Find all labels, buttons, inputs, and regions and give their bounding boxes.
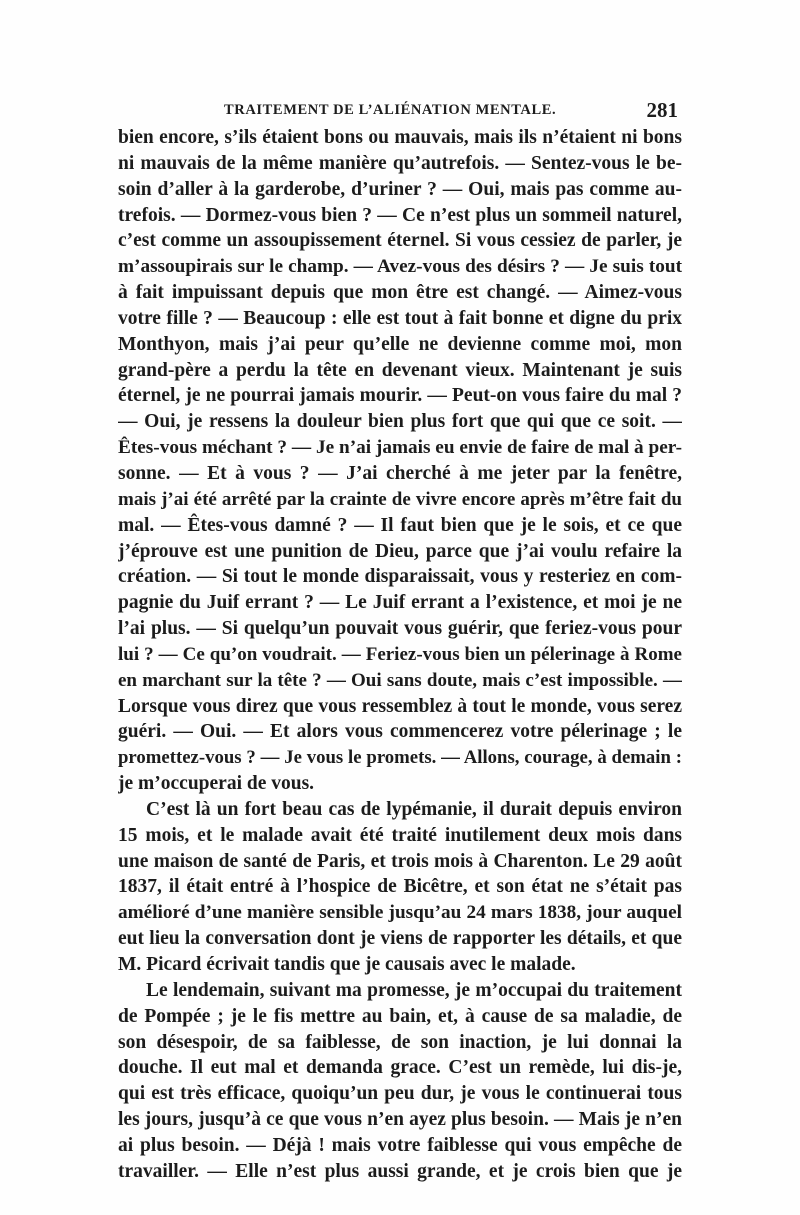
text-line: travailler. — Elle n’est plus aussi grande, et je crois bien que je	[118, 1160, 682, 1182]
text-line: 1837, il était entré à l’hospice de Bicêtre, et son état ne s’était pas	[118, 876, 682, 898]
text-line: sonne. — Et à vous ? — J’ai cherché à me jeter par la fenêtre,	[118, 462, 682, 484]
text-line: M. Picard écrivait tandis que je causais avec le malade.	[118, 954, 576, 975]
text-line: son désespoir, de sa faiblesse, de son inaction, je lui donnai la	[118, 1031, 682, 1053]
text-line: pagnie du Juif errant ? — Le Juif errant a l’existence, et moi je ne	[118, 592, 682, 614]
text-line: amélioré d’une manière sensible jusqu’au 24 mars 1838, jour auquel	[118, 902, 682, 924]
text-line: mal. — Êtes-vous damné ? — Il faut bien que je le sois, et ce que	[118, 514, 682, 536]
text-line: c’est comme un assoupissement éternel. Si vous cessiez de parler, je	[118, 230, 682, 252]
text-line: je m’occuperai de vous.	[118, 773, 315, 795]
page-number: 281	[646, 98, 678, 122]
text-line: trefois. — Dormez-vous bien ? — Ce n’est plus un sommeil naturel,	[118, 204, 682, 226]
text-line: — Oui, je ressens la douleur bien plus fort que qui que ce soit. —	[118, 411, 682, 433]
text-line: 15 mois, et le malade avait été traité inutilement deux mois dans	[118, 824, 682, 846]
text-line: guéri. — Oui. — Et alors vous commencerez votre pélerinage ; le	[118, 721, 682, 743]
text-line: Lorsque vous direz que vous ressemblez à tout le monde, vous serez	[118, 695, 682, 717]
text-line: Monthyon, mais j’ai peur qu’elle ne devienne comme moi, mon	[118, 333, 682, 355]
body-text	[118, 125, 682, 1185]
text-line: ai plus besoin. — Déjà ! mais votre faiblesse qui vous empêche de	[118, 1134, 682, 1156]
text-line: en marchant sur la tête ? — Oui sans doute, mais c’est impossible. —	[118, 669, 682, 691]
text-line: soin d’aller à la garderobe, d’uriner ? — Oui, mais pas comme au-	[118, 178, 682, 200]
text-line: de Pompée ; je le fis mettre au bain, et, à cause de sa maladie, de	[118, 1005, 682, 1027]
text-line: grand-père a perdu la tête en devenant vieux. Maintenant je suis	[118, 359, 682, 381]
running-title: TRAITEMENT DE L’ALIÉNATION MENTALE.	[224, 102, 557, 118]
text-line: éternel, je ne pourrai jamais mourir. — Peut-on vous faire du mal ?	[118, 385, 682, 407]
text-line: lui ? — Ce qu’on voudrait. — Feriez-vous bien un pélerinage à Rome	[118, 643, 682, 665]
page-header	[118, 98, 678, 122]
text-line: les jours, jusqu’à ce que vous n’en ayez plus besoin. — Mais je n’en	[118, 1109, 682, 1131]
text-line: promettez-vous ? — Je vous le promets. — Allons, courage, à demain :	[118, 747, 682, 769]
text-line: bien encore, s’ils étaient bons ou mauvais, mais ils n’étaient ni bons	[118, 127, 682, 148]
text-line: m’assoupirais sur le champ. — Avez-vous des désirs ? — Je suis tout	[118, 256, 682, 278]
text-line: votre fille ? — Beaucoup : elle est tout à fait bonne et digne du prix	[118, 307, 682, 329]
text-line: j’éprouve est une punition de Dieu, parce que j’ai voulu refaire la	[118, 540, 682, 562]
text-line: mais j’ai été arrêté par la crainte de vivre encore après m’être fait du	[118, 488, 682, 510]
text-line: à fait impuissant depuis que mon être est changé. — Aimez-vous	[118, 282, 682, 304]
text-line: l’ai plus. — Si quelqu’un pouvait vous guérir, que feriez-vous pour	[118, 618, 682, 640]
text-line: douche. Il eut mal et demanda grace. C’est un remède, lui dis-je,	[118, 1057, 682, 1079]
text-line: ni mauvais de la même manière qu’autrefois. — Sentez-vous le be-	[118, 152, 682, 174]
text-line: une maison de santé de Paris, et trois mois à Charenton. Le 29 août	[118, 850, 682, 872]
text-line: qui est très efficace, quoiqu’un peu dur, je vous le continuerai tous	[118, 1083, 682, 1105]
paragraph-start-line: Le lendemain, suivant ma promesse, je m’occupai du traitement	[146, 979, 682, 1001]
text-line: création. — Si tout le monde disparaissait, vous y resteriez en com-	[118, 566, 682, 588]
paragraph-start-line: C’est là un fort beau cas de lypémanie, il durait depuis environ	[146, 798, 682, 820]
text-line: Êtes-vous méchant ? — Je n’ai jamais eu envie de faire de mal à per-	[118, 437, 682, 459]
text-line: eut lieu la conversation dont je viens de rapporter les détails, et que	[118, 928, 682, 950]
